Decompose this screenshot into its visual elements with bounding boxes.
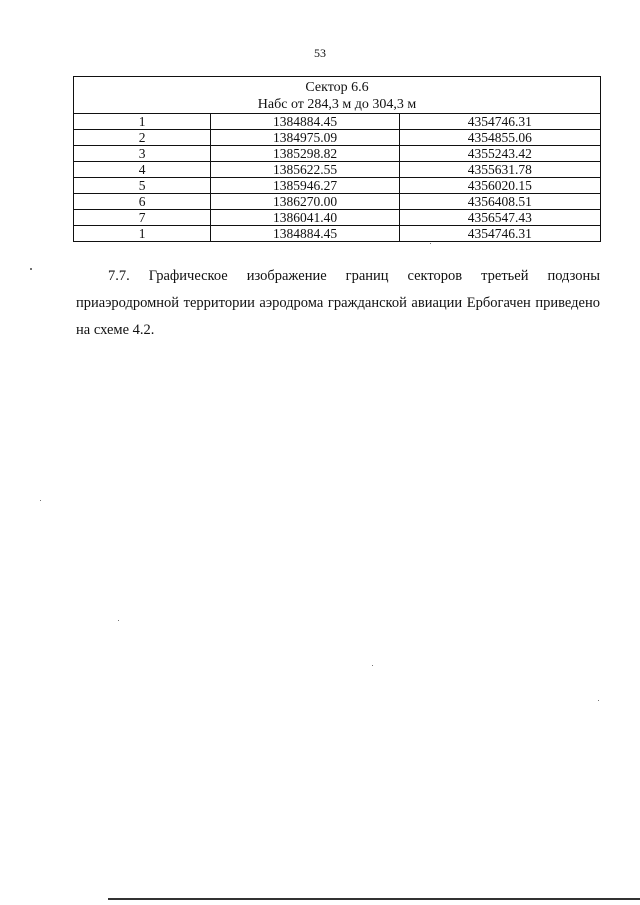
table-row: [74, 210, 601, 226]
table-row: [74, 114, 601, 130]
y-coordinate-cell: 4354855.06: [399, 130, 600, 146]
scan-speck: [372, 665, 373, 666]
scan-speck: [30, 268, 32, 270]
x-coordinate-cell: 1386041.40: [211, 210, 399, 226]
point-number-cell: 7: [74, 210, 211, 226]
x-coordinate-cell: 1384975.09: [211, 130, 399, 146]
y-coordinate-cell: 4355243.42: [399, 146, 600, 162]
paragraph-line: на схеме 4.2.: [76, 322, 155, 338]
point-number-cell: 4: [74, 162, 211, 178]
table-row: [74, 146, 601, 162]
paragraph-line: приаэродромной территории аэродрома гражданской авиации Ербогачен приведено: [76, 295, 600, 311]
point-number-cell: 6: [74, 194, 211, 210]
x-coordinate-cell: 1384884.45: [211, 226, 399, 242]
y-coordinate-cell: 4356408.51: [399, 194, 600, 210]
point-number-cell: 5: [74, 178, 211, 194]
point-number-cell: 1: [74, 114, 211, 130]
scan-speck: [430, 243, 431, 244]
x-coordinate-cell: 1385946.27: [211, 178, 399, 194]
scan-speck: [40, 500, 41, 501]
table-row: [74, 226, 601, 242]
point-number-cell: 1: [74, 226, 211, 242]
x-coordinate-cell: 1386270.00: [211, 194, 399, 210]
paragraph-line: 7.7. Графическое изображение границ секторов третьей подзоны: [108, 268, 600, 284]
y-coordinate-cell: 4354746.31: [399, 226, 600, 242]
y-coordinate-cell: 4355631.78: [399, 162, 600, 178]
page-bottom-edge: [108, 898, 640, 900]
x-coordinate-cell: 1385622.55: [211, 162, 399, 178]
point-number-cell: 2: [74, 130, 211, 146]
table-header-cell: [74, 77, 601, 114]
table-row: [74, 178, 601, 194]
body-paragraph: [76, 263, 600, 344]
page-number: 53: [314, 46, 326, 60]
table-row: [74, 194, 601, 210]
table-row: [74, 130, 601, 146]
x-coordinate-cell: 1385298.82: [211, 146, 399, 162]
scan-speck: [598, 700, 599, 701]
coordinates-table: [73, 76, 601, 242]
x-coordinate-cell: 1384884.45: [211, 114, 399, 130]
height-range: Набс от 284,3 м до 304,3 м: [257, 96, 417, 112]
y-coordinate-cell: 4356547.43: [399, 210, 600, 226]
y-coordinate-cell: 4354746.31: [399, 114, 600, 130]
table-header-row: [74, 77, 601, 114]
point-number-cell: 3: [74, 146, 211, 162]
table-row: [74, 162, 601, 178]
sector-title: Сектор 6.6: [305, 79, 369, 95]
scan-speck: [118, 620, 119, 621]
y-coordinate-cell: 4356020.15: [399, 178, 600, 194]
